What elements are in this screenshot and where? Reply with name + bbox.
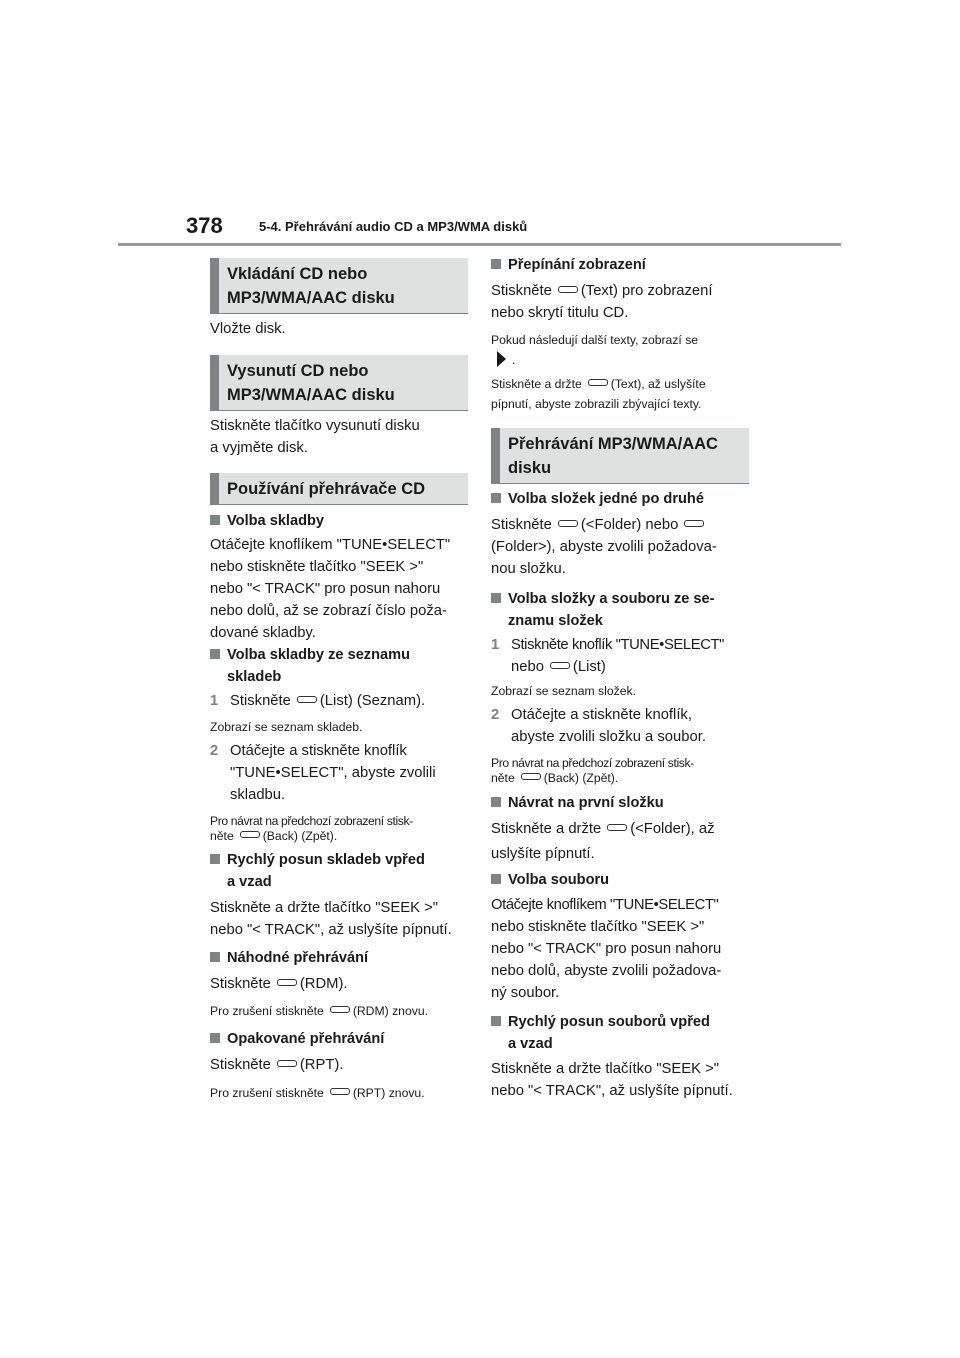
note-text: Pro zrušení stiskněte bbox=[210, 1004, 324, 1018]
step-2 bbox=[210, 740, 472, 806]
step-number: 2 bbox=[491, 707, 500, 723]
button-icon bbox=[550, 662, 570, 669]
button-icon bbox=[277, 979, 297, 986]
bullet-square-icon bbox=[491, 493, 501, 503]
text: (Text) pro zobrazení bbox=[580, 283, 713, 299]
bullet-square-icon bbox=[210, 952, 220, 962]
button-icon bbox=[521, 773, 541, 780]
heading-line: Vysunutí CD nebo bbox=[227, 362, 369, 380]
step-text: Otáčejte a stiskněte knoflík bbox=[230, 743, 407, 759]
paragraph bbox=[210, 415, 472, 459]
subheading-folder bbox=[491, 488, 753, 510]
text-line: Stiskněte a držte tlačítko "SEEK >" bbox=[210, 900, 439, 916]
paragraph bbox=[491, 1058, 753, 1102]
paragraph: Vložte disk. bbox=[210, 321, 286, 337]
paragraph bbox=[491, 894, 753, 1004]
step-text: (List) (Seznam). bbox=[319, 693, 426, 709]
text-line: uslyšíte pípnutí. bbox=[491, 846, 595, 862]
step-text: abyste zvolili složku a soubor. bbox=[511, 729, 706, 745]
text: (<Folder) nebo bbox=[580, 517, 679, 533]
text-line: nebo "< TRACK" pro posun nahoru bbox=[491, 941, 722, 957]
text-line: dované skladby. bbox=[210, 625, 316, 641]
section-heading-insert bbox=[210, 258, 468, 314]
step-text: Stiskněte bbox=[230, 693, 291, 709]
text-line: ný soubor. bbox=[491, 985, 560, 1001]
text: (RPT). bbox=[299, 1057, 344, 1073]
subheading-repeat bbox=[210, 1028, 472, 1050]
subheading-text: Volba skladby bbox=[227, 513, 325, 529]
subheading-text: Volba skladby ze seznamu bbox=[227, 647, 411, 663]
step-text: (List) bbox=[572, 659, 606, 675]
header-rule bbox=[118, 243, 841, 246]
text-line: nebo skrytí titulu CD. bbox=[491, 305, 629, 321]
note bbox=[210, 814, 472, 844]
text: Stiskněte bbox=[491, 517, 552, 533]
button-icon bbox=[277, 1060, 297, 1067]
note-text: (Back) (Zpět). bbox=[543, 771, 619, 785]
subheading-text: Rychlý posun souborů vpřed bbox=[508, 1014, 710, 1030]
note-text: něte bbox=[210, 829, 234, 843]
note bbox=[491, 756, 753, 786]
note bbox=[210, 1086, 472, 1101]
section-heading-eject bbox=[210, 355, 468, 411]
paragraph bbox=[491, 280, 753, 324]
note bbox=[491, 333, 753, 368]
text-line: nebo "< TRACK" pro posun nahoru bbox=[210, 581, 441, 597]
button-icon bbox=[330, 1006, 350, 1013]
heading-line: Přehrávání MP3/WMA/AAC bbox=[508, 435, 718, 453]
text-line: (Folder>), abyste zvolili požadova- bbox=[491, 539, 717, 555]
step-2 bbox=[491, 704, 753, 748]
text-line: Otáčejte knoflíkem "TUNE•SELECT" bbox=[491, 897, 719, 913]
note-line: Pro návrat na předchozí zobrazení stisk- bbox=[491, 756, 694, 770]
note: Zobrazí se seznam skladeb. bbox=[210, 720, 363, 734]
note-text: Pro zrušení stiskněte bbox=[210, 1086, 324, 1100]
step-number: 2 bbox=[210, 743, 219, 759]
button-icon bbox=[558, 286, 578, 293]
text-line: nebo dolů, až se zobrazí číslo poža- bbox=[210, 603, 447, 619]
text: Stiskněte bbox=[210, 976, 271, 992]
section-heading-mp3 bbox=[491, 428, 749, 484]
heading-line: Vkládání CD nebo bbox=[227, 265, 368, 283]
step-text: nebo bbox=[511, 659, 544, 675]
paragraph bbox=[491, 818, 753, 865]
subheading-random bbox=[210, 947, 472, 969]
bullet-square-icon bbox=[491, 797, 501, 807]
text: Stiskněte bbox=[210, 1057, 271, 1073]
step-text: "TUNE•SELECT", abyste zvolili bbox=[230, 765, 436, 781]
chapter-title: 5-4. Přehrávání audio CD a MP3/WMA disků bbox=[259, 219, 528, 234]
subheading-text: Volba složky a souboru ze se- bbox=[508, 591, 715, 607]
heading-line: MP3/WMA/AAC disku bbox=[227, 289, 395, 307]
subheading-text: Rychlý posun skladeb vpřed bbox=[227, 852, 425, 868]
text-line: nebo stiskněte tlačítko "SEEK >" bbox=[210, 559, 424, 575]
subheading-text: Volba složek jedné po druhé bbox=[508, 491, 704, 507]
note-line: Pro návrat na předchozí zobrazení stisk- bbox=[210, 814, 413, 828]
text-line: Stiskněte tlačítko vysunutí disku bbox=[210, 418, 420, 434]
text: Stiskněte bbox=[491, 283, 552, 299]
subheading-text: Opakované přehrávání bbox=[227, 1031, 385, 1047]
note-text: (RPT) znovu. bbox=[352, 1086, 425, 1100]
text-line: nebo stiskněte tlačítko "SEEK >" bbox=[491, 919, 705, 935]
button-icon bbox=[330, 1088, 350, 1095]
subheading-tracklist bbox=[210, 644, 472, 688]
button-icon bbox=[684, 520, 704, 527]
paragraph bbox=[210, 534, 472, 644]
button-icon bbox=[558, 520, 578, 527]
text-line: a vyjměte disk. bbox=[210, 440, 308, 456]
paragraph bbox=[210, 897, 472, 941]
subheading-folder-list bbox=[491, 588, 753, 632]
subheading-file bbox=[491, 869, 753, 891]
text-line: nou složku. bbox=[491, 561, 566, 577]
bullet-square-icon bbox=[491, 259, 501, 269]
subheading-text: a vzad bbox=[508, 1036, 553, 1052]
bullet-square-icon bbox=[491, 874, 501, 884]
button-icon bbox=[240, 831, 260, 838]
text: (<Folder), až bbox=[630, 821, 715, 837]
note-text: (RDM) znovu. bbox=[352, 1004, 428, 1018]
bullet-square-icon bbox=[210, 649, 220, 659]
note-line: Pokud následují další texty, zobrazí se bbox=[491, 333, 699, 347]
step-number: 1 bbox=[491, 637, 499, 653]
bullet-square-icon bbox=[210, 515, 220, 525]
bullet-square-icon bbox=[210, 1033, 220, 1043]
paragraph bbox=[491, 514, 753, 580]
button-icon bbox=[588, 379, 608, 386]
subheading-text: Přepínání zobrazení bbox=[508, 257, 646, 273]
subheading-fast-forward-files bbox=[491, 1011, 753, 1055]
subheading-first-folder bbox=[491, 792, 753, 814]
section-heading-cd-player: Používání přehrávače CD bbox=[210, 473, 468, 505]
bullet-square-icon bbox=[491, 593, 501, 603]
bullet-square-icon bbox=[210, 854, 220, 864]
arrow-right-icon bbox=[497, 351, 506, 367]
note-text: . bbox=[512, 353, 516, 367]
text-line: nebo dolů, abyste zvolili požadova- bbox=[491, 963, 722, 979]
note bbox=[491, 377, 753, 412]
paragraph bbox=[210, 1054, 472, 1076]
step-1 bbox=[491, 634, 753, 678]
note-text: (Text), až uslyšíte bbox=[610, 377, 706, 391]
subheading-text: a vzad bbox=[227, 874, 272, 890]
note-text: Stiskněte a držte bbox=[491, 377, 582, 391]
subheading-display bbox=[491, 254, 753, 276]
note-line: pípnutí, abyste zobrazili zbývající texty. bbox=[491, 397, 702, 411]
subheading-text: Návrat na první složku bbox=[508, 795, 664, 811]
subheading-text: skladeb bbox=[227, 669, 282, 685]
step-number: 1 bbox=[210, 693, 219, 709]
heading-line: MP3/WMA/AAC disku bbox=[227, 386, 395, 404]
step-text: Stiskněte knoflík "TUNE•SELECT" bbox=[511, 637, 724, 653]
subheading-fast-forward bbox=[210, 849, 472, 893]
text-line: Otáčejte knoflíkem "TUNE•SELECT" bbox=[210, 537, 451, 553]
heading-line: disku bbox=[508, 459, 552, 477]
bullet-square-icon bbox=[491, 1016, 501, 1026]
step-1 bbox=[210, 690, 472, 712]
subheading-track bbox=[210, 510, 472, 532]
button-icon bbox=[607, 824, 627, 831]
page-number: 378 bbox=[186, 213, 223, 238]
subheading-text: Náhodné přehrávání bbox=[227, 950, 369, 966]
note: Zobrazí se seznam složek. bbox=[491, 684, 636, 698]
text-line: nebo "< TRACK", až uslyšíte pípnutí. bbox=[210, 922, 452, 938]
note bbox=[210, 1004, 472, 1019]
text-line: nebo "< TRACK", až uslyšíte pípnutí. bbox=[491, 1083, 733, 1099]
text: Stiskněte a držte bbox=[491, 821, 602, 837]
button-icon bbox=[297, 696, 317, 703]
subheading-text: Volba souboru bbox=[508, 872, 610, 888]
paragraph bbox=[210, 973, 472, 995]
note-text: (Back) (Zpět). bbox=[262, 829, 338, 843]
subheading-text: znamu složek bbox=[508, 613, 603, 629]
step-text: Otáčejte a stiskněte knoflík, bbox=[511, 707, 692, 723]
text-line: Stiskněte a držte tlačítko "SEEK >" bbox=[491, 1061, 720, 1077]
note-text: něte bbox=[491, 771, 515, 785]
text: (RDM). bbox=[299, 976, 348, 992]
step-text: skladbu. bbox=[230, 787, 286, 803]
